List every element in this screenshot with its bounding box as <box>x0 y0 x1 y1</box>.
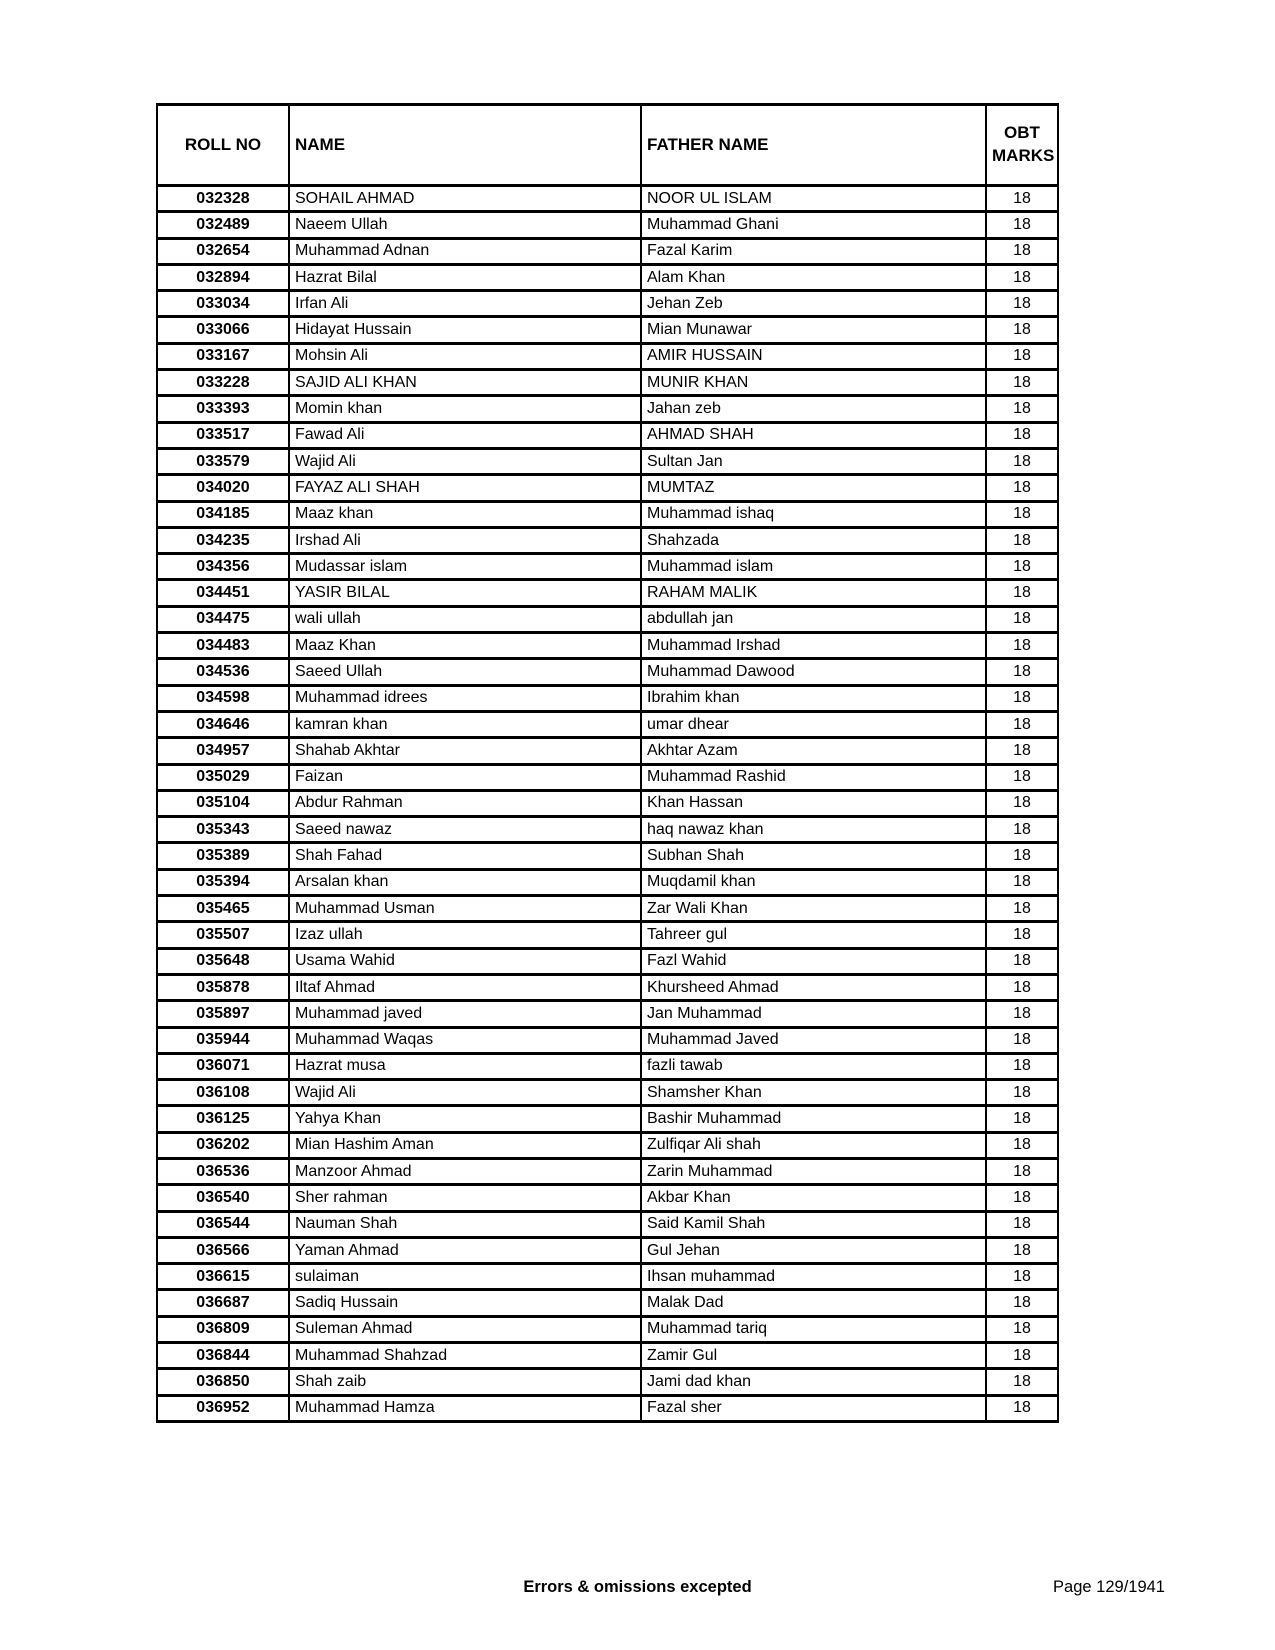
table-row <box>157 1027 1058 1053</box>
father-name-cell: Muqdamil khan <box>641 869 986 895</box>
table-row <box>157 1185 1058 1211</box>
footer-page-number: Page 129/1941 <box>1053 1578 1165 1596</box>
table-row <box>157 948 1058 974</box>
obt-marks-cell: 18 <box>986 475 1058 501</box>
father-name-cell: Khursheed Ahmad <box>641 974 986 1000</box>
roll-no-cell: 036202 <box>157 1132 289 1158</box>
table-row <box>157 1132 1058 1158</box>
table-row <box>157 974 1058 1000</box>
obt-marks-cell: 18 <box>986 948 1058 974</box>
roll-no-cell: 036536 <box>157 1158 289 1184</box>
obt-marks-cell: 18 <box>986 186 1058 212</box>
obt-marks-cell: 18 <box>986 1237 1058 1263</box>
roll-no-cell: 032489 <box>157 212 289 238</box>
roll-no-cell: 032654 <box>157 238 289 264</box>
obt-marks-cell: 18 <box>986 1001 1058 1027</box>
obt-marks-cell: 18 <box>986 1027 1058 1053</box>
header-father-name: FATHER NAME <box>641 105 986 186</box>
roll-no-cell: 033034 <box>157 291 289 317</box>
obt-marks-cell: 18 <box>986 1395 1058 1421</box>
header-obt-marks-line1: OBT <box>1004 123 1040 143</box>
obt-marks-cell: 18 <box>986 264 1058 290</box>
table-row <box>157 1343 1058 1369</box>
father-name-cell: Fazal Karim <box>641 238 986 264</box>
table-row <box>157 1053 1058 1079</box>
roll-no-cell: 034536 <box>157 659 289 685</box>
obt-marks-cell: 18 <box>986 238 1058 264</box>
obt-marks-cell: 18 <box>986 685 1058 711</box>
father-name-cell: Muhammad Rashid <box>641 764 986 790</box>
father-name-cell: haq nawaz khan <box>641 817 986 843</box>
roll-no-cell: 034235 <box>157 527 289 553</box>
roll-no-cell: 036687 <box>157 1290 289 1316</box>
father-name-cell: AHMAD SHAH <box>641 422 986 448</box>
obt-marks-cell: 18 <box>986 633 1058 659</box>
roll-no-cell: 033517 <box>157 422 289 448</box>
table-row <box>157 606 1058 632</box>
father-name-cell: Gul Jehan <box>641 1237 986 1263</box>
footer-note: Errors & omissions excepted <box>523 1578 752 1596</box>
table-row <box>157 1264 1058 1290</box>
father-name-cell: Shamsher Khan <box>641 1080 986 1106</box>
table-row <box>157 1316 1058 1342</box>
obt-marks-cell: 18 <box>986 606 1058 632</box>
table-row <box>157 1395 1058 1421</box>
name-cell: Mohsin Ali <box>289 343 641 369</box>
obt-marks-cell: 18 <box>986 738 1058 764</box>
father-name-cell: Jahan zeb <box>641 396 986 422</box>
roll-no-cell: 035878 <box>157 974 289 1000</box>
name-cell: Fawad Ali <box>289 422 641 448</box>
table-row <box>157 264 1058 290</box>
table-row <box>157 291 1058 317</box>
table-row <box>157 212 1058 238</box>
table-row <box>157 869 1058 895</box>
father-name-cell: Akhtar Azam <box>641 738 986 764</box>
father-name-cell: NOOR UL ISLAM <box>641 186 986 212</box>
roll-no-cell: 036809 <box>157 1316 289 1342</box>
table-row <box>157 448 1058 474</box>
roll-no-cell: 035029 <box>157 764 289 790</box>
father-name-cell: Tahreer gul <box>641 922 986 948</box>
table-row <box>157 343 1058 369</box>
father-name-cell: Fazl Wahid <box>641 948 986 974</box>
roll-no-cell: 035394 <box>157 869 289 895</box>
roll-no-cell: 036844 <box>157 1343 289 1369</box>
roll-no-cell: 035507 <box>157 922 289 948</box>
father-name-cell: Muhammad tariq <box>641 1316 986 1342</box>
roll-no-cell: 035104 <box>157 790 289 816</box>
name-cell: Muhammad javed <box>289 1001 641 1027</box>
father-name-cell: RAHAM MALIK <box>641 580 986 606</box>
table-row <box>157 554 1058 580</box>
roll-no-cell: 033579 <box>157 448 289 474</box>
roll-no-cell: 033393 <box>157 396 289 422</box>
table-row <box>157 922 1058 948</box>
roll-no-cell: 035944 <box>157 1027 289 1053</box>
roll-no-cell: 032328 <box>157 186 289 212</box>
roll-no-cell: 033167 <box>157 343 289 369</box>
obt-marks-cell: 18 <box>986 1316 1058 1342</box>
obt-marks-cell: 18 <box>986 554 1058 580</box>
obt-marks-cell: 18 <box>986 1053 1058 1079</box>
obt-marks-cell: 18 <box>986 659 1058 685</box>
obt-marks-cell: 18 <box>986 922 1058 948</box>
name-cell: Arsalan khan <box>289 869 641 895</box>
obt-marks-cell: 18 <box>986 790 1058 816</box>
roll-no-cell: 034598 <box>157 685 289 711</box>
obt-marks-cell: 18 <box>986 291 1058 317</box>
table-row <box>157 317 1058 343</box>
name-cell: Wajid Ali <box>289 448 641 474</box>
table-row <box>157 1080 1058 1106</box>
name-cell: wali ullah <box>289 606 641 632</box>
obt-marks-cell: 18 <box>986 1158 1058 1184</box>
name-cell: Manzoor Ahmad <box>289 1158 641 1184</box>
name-cell: Shah Fahad <box>289 843 641 869</box>
roll-no-cell: 036566 <box>157 1237 289 1263</box>
table-row <box>157 580 1058 606</box>
father-name-cell: Said Kamil Shah <box>641 1211 986 1237</box>
roll-no-cell: 034451 <box>157 580 289 606</box>
roll-no-cell: 036071 <box>157 1053 289 1079</box>
obt-marks-cell: 18 <box>986 869 1058 895</box>
name-cell: SOHAIL AHMAD <box>289 186 641 212</box>
roll-no-cell: 036850 <box>157 1369 289 1395</box>
name-cell: Irshad Ali <box>289 527 641 553</box>
roll-no-cell: 035648 <box>157 948 289 974</box>
name-cell: YASIR BILAL <box>289 580 641 606</box>
name-cell: Iltaf Ahmad <box>289 974 641 1000</box>
roll-no-cell: 034020 <box>157 475 289 501</box>
roll-no-cell: 035465 <box>157 896 289 922</box>
name-cell: Muhammad Shahzad <box>289 1343 641 1369</box>
name-cell: Momin khan <box>289 396 641 422</box>
roll-no-cell: 034646 <box>157 711 289 737</box>
table-row <box>157 1290 1058 1316</box>
father-name-cell: AMIR HUSSAIN <box>641 343 986 369</box>
name-cell: Muhammad Adnan <box>289 238 641 264</box>
father-name-cell: MUNIR KHAN <box>641 370 986 396</box>
table-row <box>157 1106 1058 1132</box>
obt-marks-cell: 18 <box>986 1185 1058 1211</box>
name-cell: Shah zaib <box>289 1369 641 1395</box>
table-row <box>157 475 1058 501</box>
table-row <box>157 633 1058 659</box>
table-row <box>157 238 1058 264</box>
name-cell: Muhammad Waqas <box>289 1027 641 1053</box>
father-name-cell: Khan Hassan <box>641 790 986 816</box>
table-row <box>157 738 1058 764</box>
table-body <box>157 186 1058 1422</box>
name-cell: Yaman Ahmad <box>289 1237 641 1263</box>
name-cell: Muhammad Hamza <box>289 1395 641 1421</box>
father-name-cell: Zulfiqar Ali shah <box>641 1132 986 1158</box>
obt-marks-cell: 18 <box>986 1132 1058 1158</box>
father-name-cell: Jami dad khan <box>641 1369 986 1395</box>
name-cell: Abdur Rahman <box>289 790 641 816</box>
name-cell: Nauman Shah <box>289 1211 641 1237</box>
roll-no-cell: 036540 <box>157 1185 289 1211</box>
father-name-cell: Shahzada <box>641 527 986 553</box>
father-name-cell: Jan Muhammad <box>641 1001 986 1027</box>
name-cell: Faizan <box>289 764 641 790</box>
table-row <box>157 527 1058 553</box>
table-row <box>157 711 1058 737</box>
roll-no-cell: 035343 <box>157 817 289 843</box>
obt-marks-cell: 18 <box>986 1369 1058 1395</box>
father-name-cell: Malak Dad <box>641 1290 986 1316</box>
name-cell: Naeem Ullah <box>289 212 641 238</box>
father-name-cell: Zamir Gul <box>641 1343 986 1369</box>
obt-marks-cell: 18 <box>986 580 1058 606</box>
father-name-cell: Akbar Khan <box>641 1185 986 1211</box>
obt-marks-cell: 18 <box>986 448 1058 474</box>
roll-no-cell: 035897 <box>157 1001 289 1027</box>
father-name-cell: Muhammad ishaq <box>641 501 986 527</box>
obt-marks-cell: 18 <box>986 317 1058 343</box>
name-cell: Muhammad idrees <box>289 685 641 711</box>
roll-no-cell: 032894 <box>157 264 289 290</box>
table-row <box>157 422 1058 448</box>
table-row <box>157 843 1058 869</box>
obt-marks-cell: 18 <box>986 527 1058 553</box>
father-name-cell: Mian Munawar <box>641 317 986 343</box>
name-cell: Irfan Ali <box>289 291 641 317</box>
table-row <box>157 370 1058 396</box>
table-row <box>157 790 1058 816</box>
father-name-cell: Muhammad Dawood <box>641 659 986 685</box>
obt-marks-cell: 18 <box>986 1211 1058 1237</box>
table-row <box>157 764 1058 790</box>
obt-marks-cell: 18 <box>986 896 1058 922</box>
father-name-cell: Muhammad Irshad <box>641 633 986 659</box>
obt-marks-cell: 18 <box>986 1106 1058 1132</box>
table-row <box>157 1001 1058 1027</box>
results-table <box>156 103 1059 1423</box>
obt-marks-cell: 18 <box>986 843 1058 869</box>
table-row <box>157 817 1058 843</box>
roll-no-cell: 034483 <box>157 633 289 659</box>
name-cell: Muhammad Usman <box>289 896 641 922</box>
father-name-cell: Ibrahim khan <box>641 685 986 711</box>
header-roll-no: ROLL NO <box>157 105 289 186</box>
table-row <box>157 396 1058 422</box>
father-name-cell: Ihsan muhammad <box>641 1264 986 1290</box>
obt-marks-cell: 18 <box>986 422 1058 448</box>
obt-marks-cell: 18 <box>986 817 1058 843</box>
father-name-cell: MUMTAZ <box>641 475 986 501</box>
obt-marks-cell: 18 <box>986 1343 1058 1369</box>
table-row <box>157 896 1058 922</box>
table-row <box>157 659 1058 685</box>
roll-no-cell: 034957 <box>157 738 289 764</box>
obt-marks-cell: 18 <box>986 1080 1058 1106</box>
roll-no-cell: 036615 <box>157 1264 289 1290</box>
name-cell: SAJID ALI KHAN <box>289 370 641 396</box>
name-cell: Hidayat Hussain <box>289 317 641 343</box>
name-cell: Saeed Ullah <box>289 659 641 685</box>
table-row <box>157 1237 1058 1263</box>
father-name-cell: Muhammad islam <box>641 554 986 580</box>
obt-marks-cell: 18 <box>986 396 1058 422</box>
table-row <box>157 685 1058 711</box>
name-cell: Maaz khan <box>289 501 641 527</box>
header-obt-marks <box>986 105 1058 186</box>
father-name-cell: abdullah jan <box>641 606 986 632</box>
father-name-cell: Muhammad Ghani <box>641 212 986 238</box>
table-row <box>157 501 1058 527</box>
father-name-cell: Muhammad Javed <box>641 1027 986 1053</box>
name-cell: kamran khan <box>289 711 641 737</box>
name-cell: Yahya Khan <box>289 1106 641 1132</box>
father-name-cell: Alam Khan <box>641 264 986 290</box>
roll-no-cell: 036108 <box>157 1080 289 1106</box>
name-cell: Hazrat musa <box>289 1053 641 1079</box>
roll-no-cell: 034356 <box>157 554 289 580</box>
name-cell: Mian Hashim Aman <box>289 1132 641 1158</box>
header-obt-marks-line2: MARKS <box>992 146 1055 165</box>
obt-marks-cell: 18 <box>986 711 1058 737</box>
father-name-cell: Zar Wali Khan <box>641 896 986 922</box>
table-row <box>157 1158 1058 1184</box>
obt-marks-cell: 18 <box>986 1290 1058 1316</box>
roll-no-cell: 034475 <box>157 606 289 632</box>
name-cell: Shahab Akhtar <box>289 738 641 764</box>
table-row <box>157 1369 1058 1395</box>
name-cell: Izaz ullah <box>289 922 641 948</box>
father-name-cell: Zarin Muhammad <box>641 1158 986 1184</box>
roll-no-cell: 033228 <box>157 370 289 396</box>
name-cell: Maaz Khan <box>289 633 641 659</box>
name-cell: Mudassar islam <box>289 554 641 580</box>
header-name: NAME <box>289 105 641 186</box>
name-cell: Saeed nawaz <box>289 817 641 843</box>
table-row <box>157 1211 1058 1237</box>
name-cell: FAYAZ ALI SHAH <box>289 475 641 501</box>
roll-no-cell: 033066 <box>157 317 289 343</box>
father-name-cell: Bashir Muhammad <box>641 1106 986 1132</box>
table-row <box>157 186 1058 212</box>
obt-marks-cell: 18 <box>986 974 1058 1000</box>
roll-no-cell: 034185 <box>157 501 289 527</box>
name-cell: Suleman Ahmad <box>289 1316 641 1342</box>
father-name-cell: Fazal sher <box>641 1395 986 1421</box>
obt-marks-cell: 18 <box>986 212 1058 238</box>
name-cell: sulaiman <box>289 1264 641 1290</box>
father-name-cell: Jehan Zeb <box>641 291 986 317</box>
name-cell: Sadiq Hussain <box>289 1290 641 1316</box>
roll-no-cell: 035389 <box>157 843 289 869</box>
obt-marks-cell: 18 <box>986 764 1058 790</box>
name-cell: Hazrat Bilal <box>289 264 641 290</box>
father-name-cell: umar dhear <box>641 711 986 737</box>
obt-marks-cell: 18 <box>986 1264 1058 1290</box>
table-header <box>157 105 1058 186</box>
name-cell: Wajid Ali <box>289 1080 641 1106</box>
roll-no-cell: 036125 <box>157 1106 289 1132</box>
father-name-cell: Subhan Shah <box>641 843 986 869</box>
father-name-cell: Sultan Jan <box>641 448 986 474</box>
roll-no-cell: 036544 <box>157 1211 289 1237</box>
father-name-cell: fazli tawab <box>641 1053 986 1079</box>
roll-no-cell: 036952 <box>157 1395 289 1421</box>
obt-marks-cell: 18 <box>986 343 1058 369</box>
obt-marks-cell: 18 <box>986 501 1058 527</box>
name-cell: Sher rahman <box>289 1185 641 1211</box>
obt-marks-cell: 18 <box>986 370 1058 396</box>
name-cell: Usama Wahid <box>289 948 641 974</box>
